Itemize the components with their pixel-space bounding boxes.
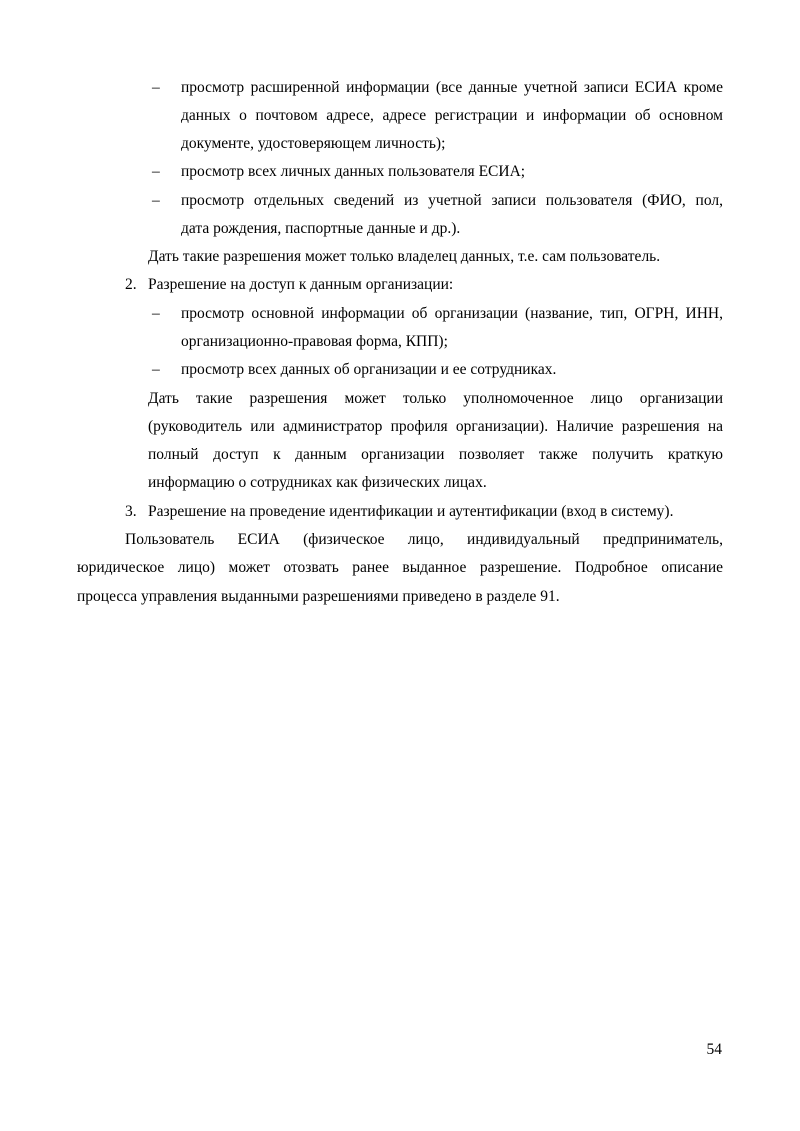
list-item-text: документе, удостоверяющем личность); <box>181 135 446 152</box>
paragraph-line: Пользователь ЕСИА (физическое лицо, индивидуальный предприниматель, <box>125 531 723 548</box>
section-title: Разрешение на проведение идентификации и аутентификации (вход в систему). <box>148 503 674 520</box>
list-number: 3. <box>125 503 137 520</box>
paragraph-line: юридическое лицо) может отозвать ранее выданное разрешение. Подробное описание <box>77 559 723 576</box>
list-item-text: просмотр всех личных данных пользователя ЕСИА; <box>181 163 526 180</box>
list-number: 2. <box>125 276 137 293</box>
paragraph-line: процесса управления выданными разрешениями приведено в разделе 91. <box>77 588 560 605</box>
list-item-text: просмотр основной информации об организации (название, тип, ОГРН, ИНН, <box>181 305 723 322</box>
list-item-text: просмотр отдельных сведений из учетной записи пользователя (ФИО, пол, <box>181 192 723 209</box>
section-note: Дать такие разрешения может только владелец данных, т.е. сам пользователь. <box>148 248 661 265</box>
list-item-text: данных о почтовом адресе, адресе регистрации и информации об основном <box>181 107 723 124</box>
bullet-dash: – <box>152 305 160 322</box>
bullet-dash: – <box>152 192 160 209</box>
bullet-dash: – <box>152 163 160 180</box>
list-item-text: просмотр всех данных об организации и ее сотрудниках. <box>181 361 557 378</box>
list-item-text: дата рождения, паспортные данные и др.). <box>181 220 461 237</box>
section-note: (руководитель или администратор профиля организации). Наличие разрешения на <box>148 418 723 435</box>
list-item-text: просмотр расширенной информации (все данные учетной записи ЕСИА кроме <box>181 79 723 96</box>
bullet-dash: – <box>152 79 160 96</box>
list-item-text: организационно-правовая форма, КПП); <box>181 333 448 350</box>
section-note: Дать такие разрешения может только уполномоченное лицо организации <box>148 390 723 407</box>
section-note: информацию о сотрудниках как физических лицах. <box>148 474 487 491</box>
section-note: полный доступ к данным организации позволяет также получить краткую <box>148 446 723 463</box>
bullet-dash: – <box>152 361 160 378</box>
section-title: Разрешение на доступ к данным организации: <box>148 276 454 293</box>
page-number: 54 <box>706 1041 722 1058</box>
